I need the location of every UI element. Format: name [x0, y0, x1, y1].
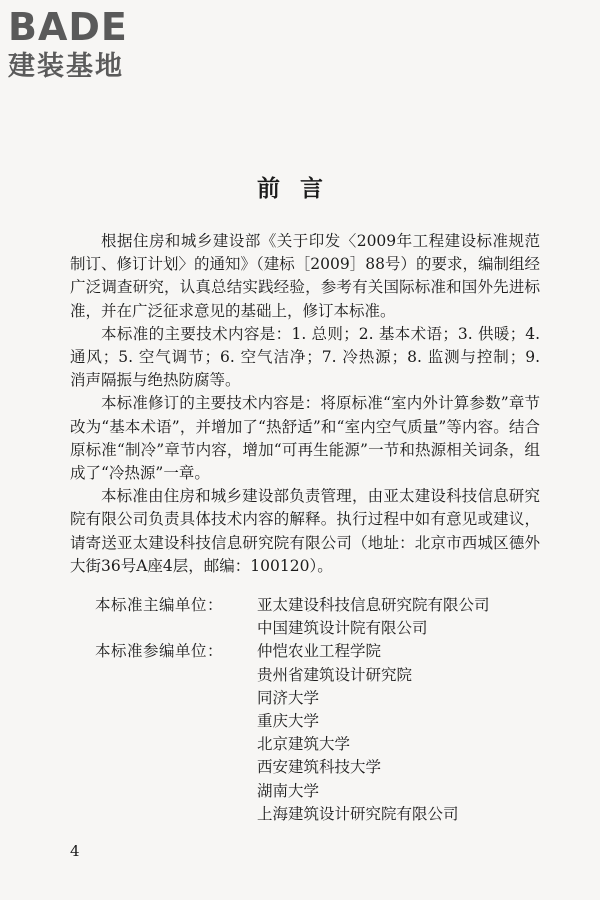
paragraph: 本标准修订的主要技术内容是：将原标准“室内外计算参数”章节改为“基本术语”，并增加了“热舒适”和“室内空气质量”等内容。结合原标准“制冷”章节内容，增加“可再生能源”一节和热源相关词条，组成了“冷热源”一章。: [70, 394, 540, 483]
participating-unit: 北京建筑大学: [257, 735, 351, 754]
page-title: 前言: [257, 175, 343, 202]
organizations-list: [95, 594, 490, 826]
participating-unit: 湖南大学: [257, 781, 320, 800]
logo-text-en: BADE: [8, 5, 128, 49]
logo-text-cn: 建装基地: [8, 51, 124, 82]
participating-unit: 上海建筑设计研究院有限公司: [257, 804, 459, 823]
participating-row: [95, 756, 490, 779]
participating-unit: 重庆大学: [257, 712, 320, 731]
participating-label: 本标准参编单位：: [95, 642, 224, 661]
paragraph: 根据住房和城乡建设部《关于印发〈2009年工程建设标准规范制订、修订计划〉的通知》（建标［2009］88号）的要求，编制组经广泛调查研究，认真总结实践经验，参考有关国际标准和国外先进标准，并在广泛征求意见的基础上，修订本标准。: [70, 232, 540, 320]
participating-unit: 仲恺农业工程学院: [257, 642, 382, 661]
participating-unit: 贵州省建筑设计研究院: [257, 665, 413, 684]
paragraph: 本标准的主要技术内容是：1. 总则；2. 基本术语；3. 供暖；4. 通风；5. 空气调节；6. 空气洁净；7. 冷热源；8. 监测与控制；9. 消声隔振与绝热防腐等。: [70, 324, 540, 390]
participating-row: [95, 710, 490, 733]
chief-editor-row: [95, 617, 490, 640]
participating-row: [95, 664, 490, 687]
paragraph: 本标准由住房和城乡建设部负责管理，由亚太建设科技信息研究院有限公司负责具体技术内容的解释。执行过程中如有意见或建议，请寄送亚太建设科技信息研究院有限公司（地址：北京市西城区德外大街36号A座4层，邮编：100120）。: [70, 487, 540, 575]
chief-editor-unit: 中国建筑设计院有限公司: [257, 619, 428, 638]
chief-editor-unit: 亚太建设科技信息研究院有限公司: [257, 596, 490, 614]
page-number: 4: [70, 842, 80, 860]
participating-row: [95, 640, 490, 663]
chief-editor-label: 本标准主编单位：: [95, 596, 224, 614]
logo: [8, 4, 128, 84]
participating-row: [95, 733, 490, 756]
chief-editor-row: [95, 594, 490, 617]
preface-body: [70, 230, 540, 578]
participating-row: [95, 803, 490, 826]
participating-unit: 同济大学: [257, 688, 320, 707]
participating-row: [95, 687, 490, 710]
participating-unit: 西安建筑科技大学: [257, 758, 382, 777]
participating-row: [95, 780, 490, 803]
